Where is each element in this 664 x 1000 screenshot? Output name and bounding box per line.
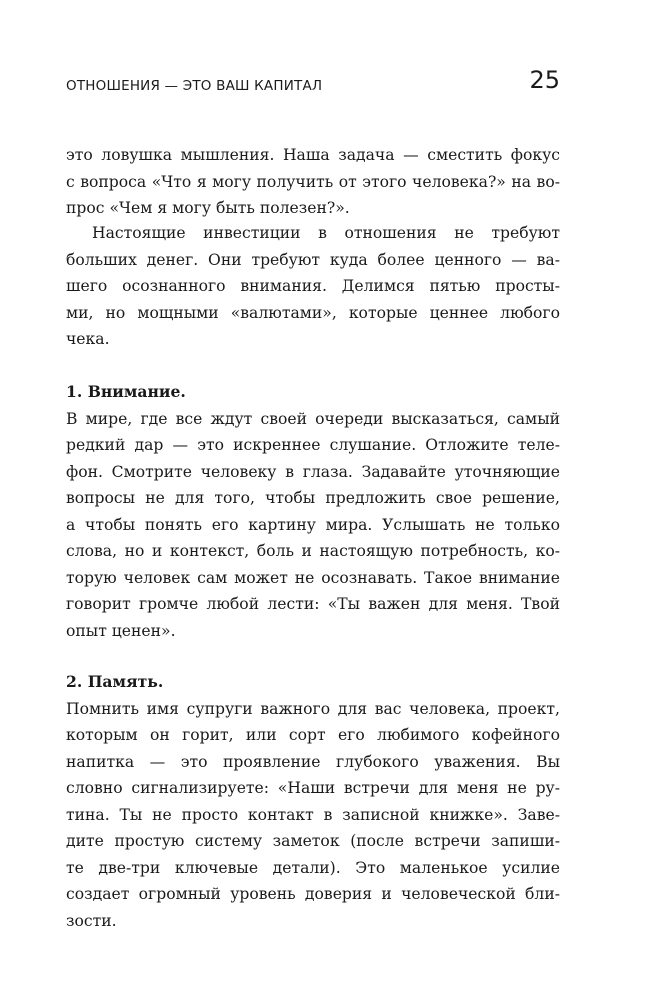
text-line: тина. Ты не просто контакт в записной книжке». Заве- [66, 805, 560, 824]
text-line: прос «Чем я могу быть полезен?». [66, 199, 350, 217]
running-head: ОТНОШЕНИЯ — ЭТО ВАШ КАПИТАЛ [66, 78, 323, 94]
text-line: с вопроса «Что я могу получить от этого человека?» на во- [66, 172, 560, 191]
text-line: дите простую систему заметок (после встречи запиши- [66, 832, 560, 850]
text-line: вопросы не для того, чтобы предложить свое решение, [66, 489, 560, 507]
text-line: это ловушка мышления. Наша задача — сместить фокус [66, 146, 560, 164]
text-line: напитка — это проявление глубокого уважения. Вы [66, 752, 560, 771]
text-line: В мире, где все ждут своей очереди высказаться, самый [66, 409, 560, 428]
text-line: опыт ценен». [66, 621, 176, 640]
section-heading: 2. Память. [66, 672, 164, 691]
text-line: ми, но мощными «валютами», которые ценнее любого [66, 303, 560, 322]
text-line: которым он горит, или сорт его любимого кофейного [66, 726, 560, 744]
text-line: словно сигнализируете: «Наши встречи для меня не ру- [66, 779, 560, 797]
text-line: а чтобы понять его картину мира. Услышать не только [66, 515, 560, 534]
text-line: Настоящие инвестиции в отношения не требуют [92, 224, 560, 242]
section-attention [66, 379, 560, 644]
text-line: редкий дар — это искреннее слушание. Отложите теле- [66, 436, 560, 454]
text-line: чека. [66, 330, 110, 348]
text-line: шего осознанного внимания. Делимся пятью просты- [66, 277, 560, 295]
paragraph-continuation [66, 142, 560, 222]
text-line: те две-три ключевые детали). Это маленькое усилие [66, 858, 560, 877]
section-heading: 1. Внимание. [66, 382, 186, 401]
text-line: слова, но и контекст, боль и настоящую потребность, ко- [66, 542, 560, 560]
text-line: создает огромный уровень доверия и человеческой бли- [66, 885, 560, 903]
section-memory [66, 669, 560, 934]
text-line: больших денег. Они требуют куда более ценного — ва- [66, 250, 560, 269]
text-line: зости. [66, 911, 117, 930]
text-line: говорит громче любой лести: «Ты важен для меня. Твой [66, 595, 560, 613]
paragraph-investments [66, 220, 560, 353]
text-line: фон. Смотрите человеку в глаза. Задавайте уточняющие [66, 462, 560, 481]
text-line: Помнить имя супруги важного для вас человека, проект, [66, 699, 560, 718]
text-line: торую человек сам может не осознавать. Такое внимание [66, 568, 560, 587]
page-number: 25 [529, 66, 560, 94]
